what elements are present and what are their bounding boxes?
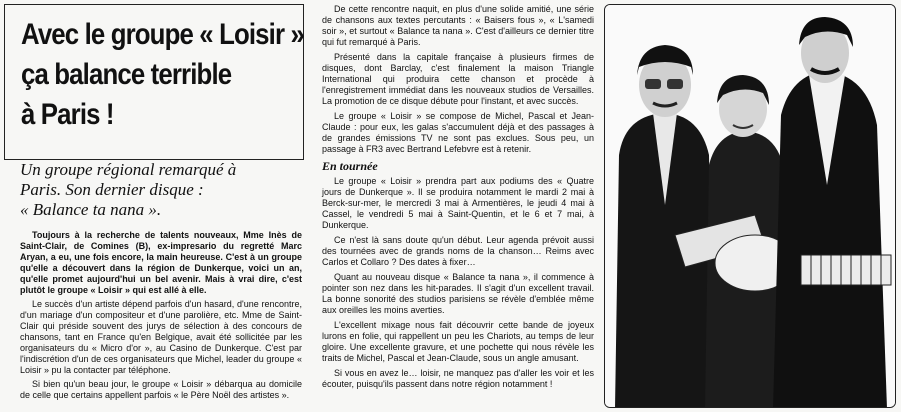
body-column-2 [308,4,598,408]
paragraph: L'excellent mixage nous fait découvrir cette bande de joyeux lurons en folie, qui rappellent un peu les Chariots, au temps de leur gloire. Une excellente gravure, et une pochette qui nous révèle les traits de Michel, Pascal et Jean-Claude, sous un angle amusant. [322,320,594,363]
deck-line-3: « Balance ta nana ». [20,200,162,219]
body-column-1 [20,230,302,404]
paragraph: Si bien qu'un beau jour, le groupe « Loisir » débarqua au domicile de celle que certains appellent parfois « le Père Noël des artistes ». [20,379,302,400]
paragraph: Ce n'est là sans doute qu'un début. Leur agenda prévoit aussi des tournées avec de grands noms de la chanson… Reims avec Carlos et Collaro ? Des dates à fixer… [322,235,594,267]
deck [20,160,300,220]
headline-line-2: ça balance terrible [21,58,232,91]
headline-line-1: Avec le groupe « Loisir » [21,18,304,51]
deck-line-1: Un groupe régional remarqué à [20,160,237,179]
paragraph: De cette rencontre naquit, en plus d'une solide amitié, une série de chansons aux textes percutants : « Baisers fous », « L'samedi soir », et surtout « Balance ta nana ». C'est d'ailleurs ce dernier titre qui fut remarqué à Paris. [322,4,594,47]
lead-paragraph: Toujours à la recherche de talents nouveaux, Mme Inès de Saint-Clair, de Comines (B), ex-impresario du regretté Marc Aryan, a eu, une fois encore, la main heureuse. C'est à un groupe qu'elle a découvert dans la région de Dunkerque, voici un an, qu'elle promet aujourd'hui un bel avenir. Mais à vrai dire, c'est plutôt le groupe « Loisir » qui est allé à elle. [20,230,302,295]
paragraph: Le succès d'un artiste dépend parfois d'un hasard, d'une rencontre, d'un mariage d'un compositeur et d'une parolière, etc. Mme de Saint-Clair qui préside souvent des jurys de sélection à des concours de chansons, tant en France qu'en Belgique, avait été sollicitée par les organisateurs du « Micro d'or », au Casino de Dunkerque. C'est par l'indiscrétion d'un de ces organisateurs que Michel, leader du groupe « Loisir » pu la contacter par téléphone. [20,299,302,375]
subheading: En tournée [322,159,378,173]
left-column [4,4,304,408]
headline [21,15,304,135]
band-photo-icon [605,5,896,408]
paragraph: Le groupe « Loisir » se compose de Michel, Pascal et Jean-Claude : pour eux, les galas s'accumulent déjà et des passages à de grandes émissions TV ne sont pas exclues. Sous peu, un passage à FR3 avec Bertrand Lefebvre est à retenir. [322,111,594,154]
band-photo [604,4,896,408]
paragraph: Le groupe « Loisir » prendra part aux podiums des « Quatre jours de Dunkerque ». Il se produira notamment le mardi 2 mai à Berck-sur-mer, le mercredi 3 mai à Armentières, le jeudi 4 mai à Cassel, le vendredi 5 mai à Saint-Quentin, et le 6 et 7 mai, à Dunkerque. [322,176,594,230]
deck-line-2: Paris. Son dernier disque : [20,180,204,199]
paragraph: Quant au nouveau disque « Balance ta nana », il commence à pointer son nez dans les hit-parades. Il s'agit d'un excellent travail. La bonne sonorité des studios parisiens se révèle d'emblée même aux oreilles les moins averties. [322,272,594,315]
headline-box [4,4,304,160]
paragraph: Présenté dans la capitale française à plusieurs firmes de disques, dont Barclay, c'est finalement la maison Triangle International qui produira cette chanson et procède à l'enregistrement immédiat dans les nouveaux studios de Versailles. La promotion de ce disque débute pour l'instant, et avec succès. [322,52,594,106]
headline-line-3: à Paris ! [21,98,114,131]
paragraph: Si vous en avez le… loisir, ne manquez pas d'aller les voir et les écouter, puisqu'ils passent dans notre région notamment ! [322,368,594,389]
